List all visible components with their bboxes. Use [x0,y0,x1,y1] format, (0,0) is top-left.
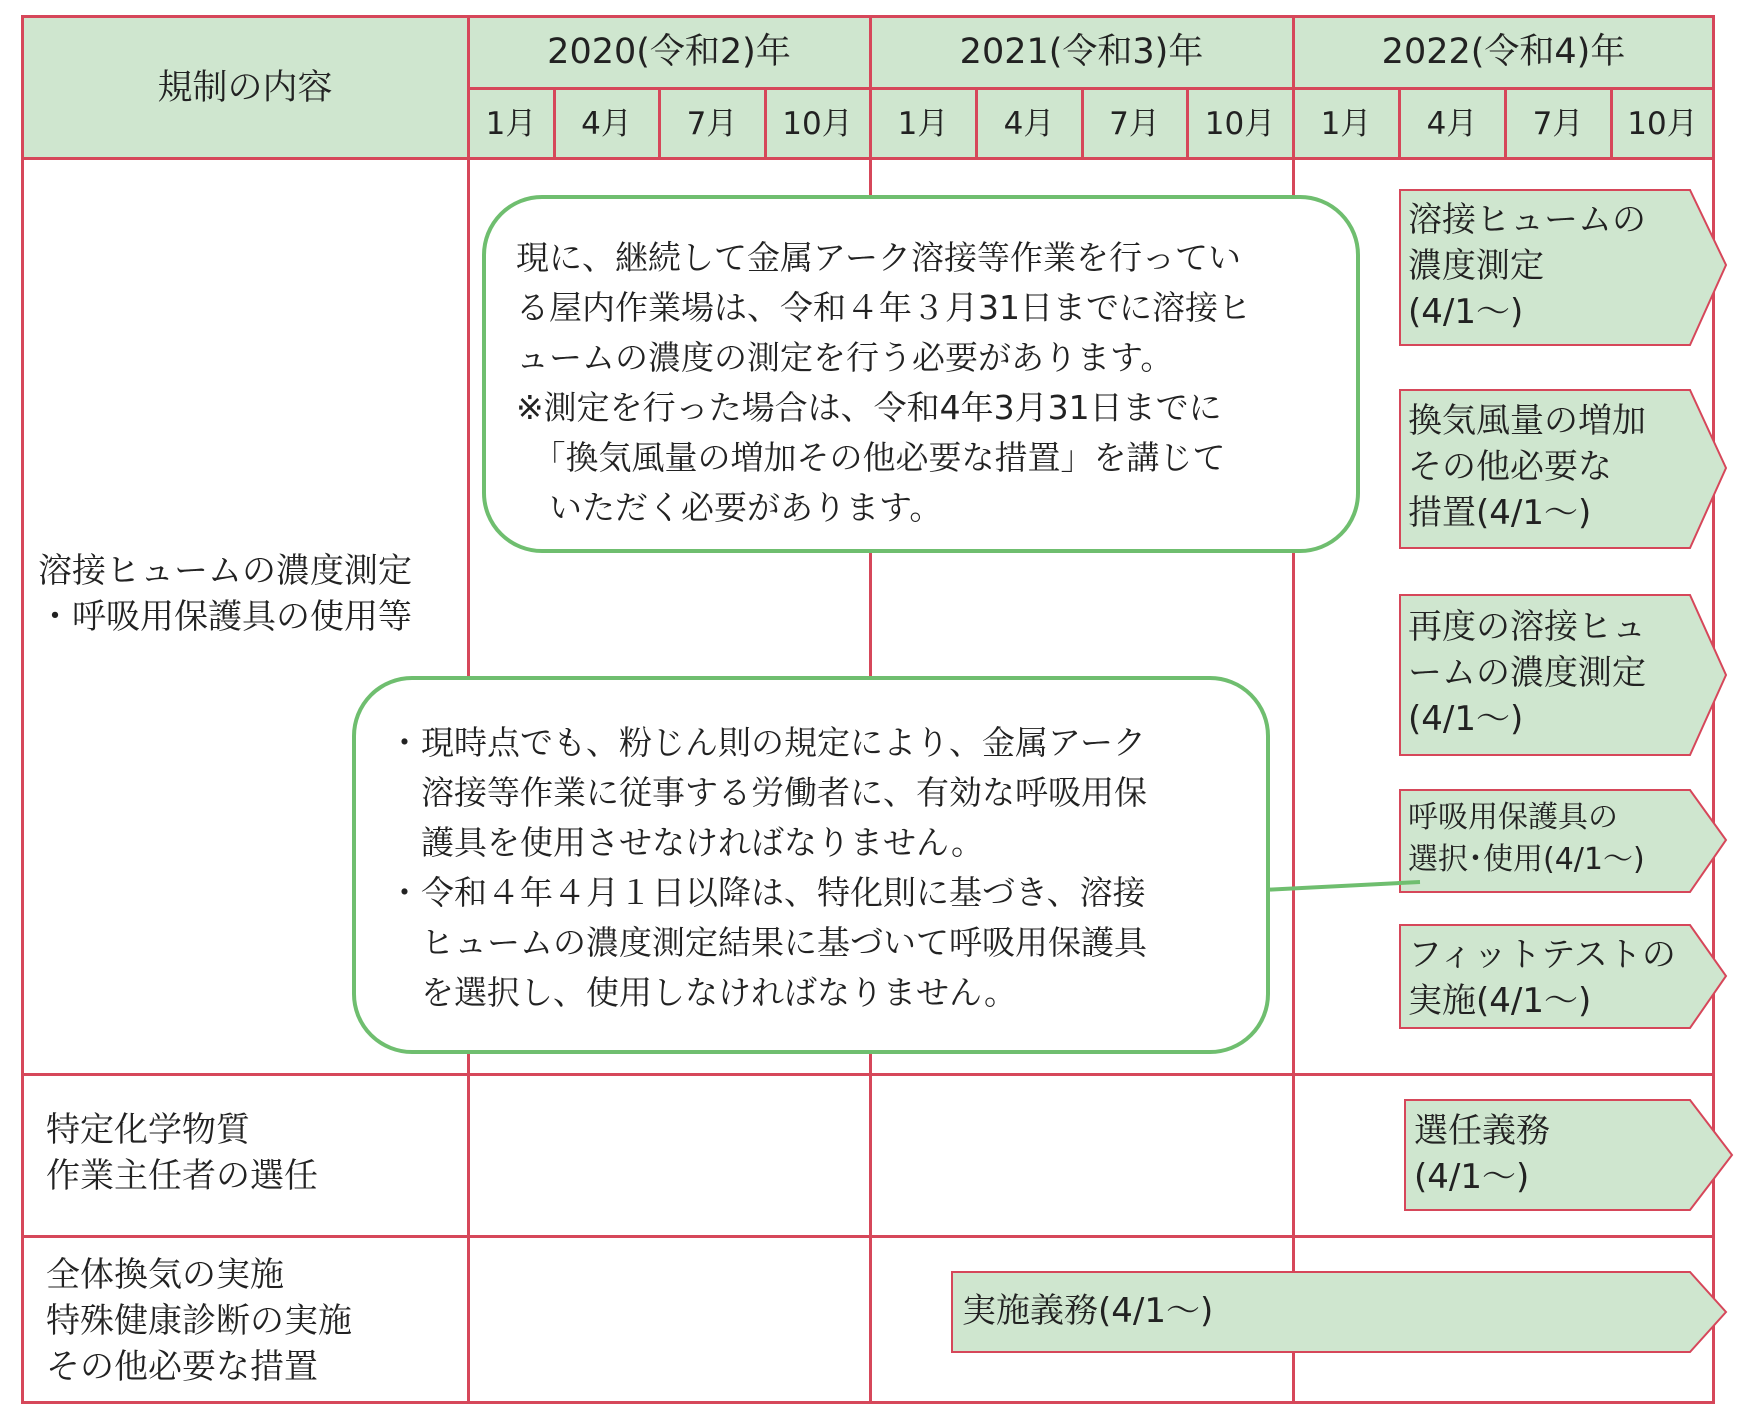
callout-measurement-deadline: 現に、継続して金属アーク溶接等作業を行ってい る屋内作業場は、令和４年３月31日までに溶接ヒ ュームの濃度の測定を行う必要があります。 ※測定を行った場合は、令和4年3月31日までに 「換気風量の増加その他必要な措置」を講じて いただく必要があります。 [482,195,1360,553]
month-header: 10月 [782,105,853,142]
arrow-label-fume-measure: 溶接ヒュームの 濃度測定 (4/1～) [1408,200,1646,332]
month-header: 4月 [581,105,632,142]
month-header: 1月 [485,105,537,142]
regulation-column-header: 規制の内容 [157,67,333,108]
callout-tail-2 [1262,882,1420,890]
month-header: 4月 [1003,105,1055,142]
arrow-label-ventilation: 換気風量の増加 その他必要な 措置(4/1～) [1408,401,1646,533]
year-header-2021: 2021(令和3)年 [959,32,1204,72]
callout-respirator-requirement: ・現時点でも、粉じん則の規定により、金属アーク 溶接等作業に従事する労働者に、有効な呼吸用保 護具を使用させなければなりません。 ・令和４年４月１日以降は、特化則に基づき、溶接 ヒュームの濃度測定結果に基づいて呼吸用保護具 を選択し、使用しなければなりません。 [352,676,1270,1054]
row-label-ventilation-health: 全体換気の実施 特殊健康診断の実施 その他必要な措置 [46,1255,352,1387]
month-header: 4月 [1426,105,1478,142]
year-header-2020: 2020(令和2)年 [547,32,791,72]
month-header: 7月 [686,105,738,142]
month-header: 10月 [1627,105,1698,142]
month-header: 7月 [1532,105,1584,142]
row-label-welding-fume: 溶接ヒュームの濃度測定 ・呼吸用保護具の使用等 [38,551,412,637]
arrow-label-implementation: 実施義務(4/1～) [962,1291,1214,1331]
arrow-label-remeasure: 再度の溶接ヒュ ームの濃度測定 (4/1～) [1408,607,1646,739]
arrow-label-respirator: 呼吸用保護具の 選択･使用(4/1～) [1408,800,1645,877]
arrow-label-appointment: 選任義務 (4/1～) [1414,1111,1550,1197]
row-label-chief-appointment: 特定化学物質 作業主任者の選任 [46,1110,318,1196]
arrow-label-fit-test: フィットテストの 実施(4/1～) [1408,935,1676,1021]
month-header: 10月 [1204,105,1276,142]
month-header: 1月 [1320,105,1372,142]
month-header: 1月 [897,105,949,142]
year-header-2022: 2022(令和4)年 [1381,32,1626,72]
month-header: 7月 [1109,105,1160,142]
